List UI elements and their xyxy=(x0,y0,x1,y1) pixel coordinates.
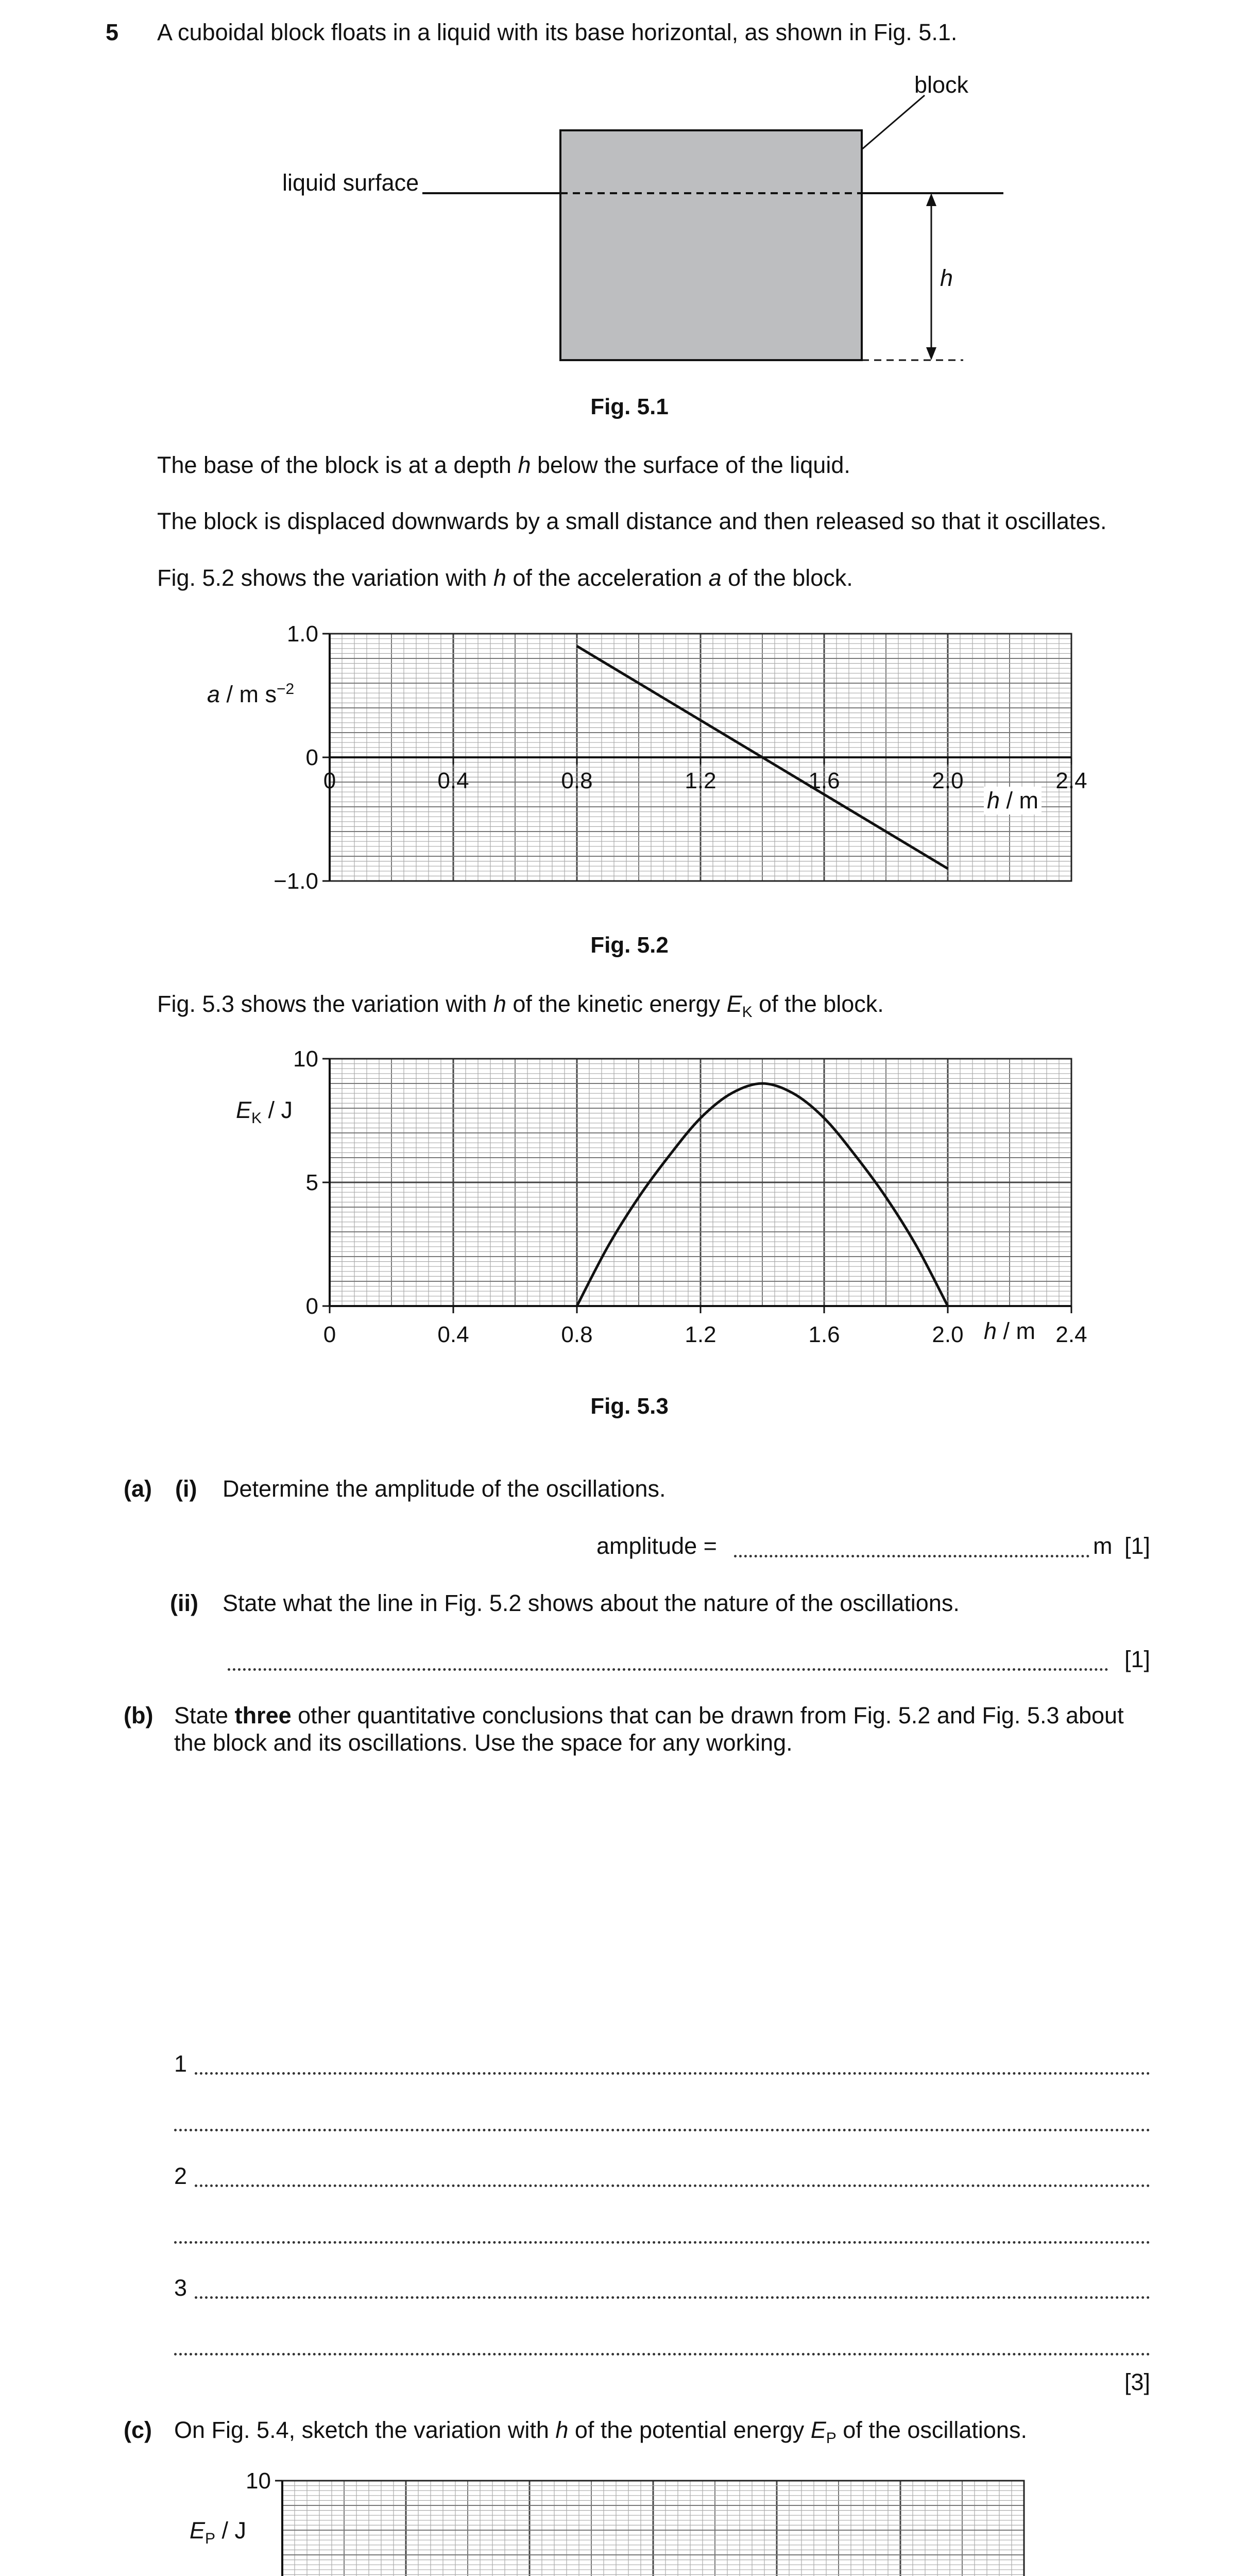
x-tick-label: 0 xyxy=(323,768,336,793)
x-tick-label: 1.2 xyxy=(685,1322,716,1347)
part-a-label: (a) xyxy=(124,1476,152,1502)
part-aii-label: (ii) xyxy=(170,1590,198,1616)
y-tick-label: 10 xyxy=(246,2468,271,2494)
paragraph-fig52: Fig. 5.2 shows the variation with h of the acceleration a of the block. xyxy=(157,565,853,591)
liquid-surface-label: liquid surface xyxy=(282,170,419,196)
y-tick-label: 1.0 xyxy=(286,621,318,647)
y-tick-label: 10 xyxy=(293,1046,318,1072)
block-label: block xyxy=(914,72,969,98)
y-tick-label: 0 xyxy=(305,745,318,770)
part-ai-text: Determine the amplitude of the oscillations. xyxy=(223,1476,666,1502)
fig54-ylabel: $E_P$ / J xyxy=(190,2517,247,2547)
fig-5-2-caption: Fig. 5.2 xyxy=(590,933,669,958)
part-b-text-line1: State three other quantitative conclusions that can be drawn from Fig. 5.2 and Fig. 5.3 about xyxy=(174,1702,1124,1728)
b-item-3-number: 3 xyxy=(174,2275,187,2301)
y-tick-label: 5 xyxy=(305,1170,318,1195)
fig-5-1-caption: Fig. 5.1 xyxy=(590,394,669,419)
x-tick-label: 0 xyxy=(323,1322,336,1347)
part-b-text-line2: the block and its oscillations. Use the space for any working. xyxy=(174,1730,793,1756)
x-tick-label: 0.4 xyxy=(437,1322,469,1347)
x-tick-label: 0.8 xyxy=(561,1322,593,1347)
x-tick-label: 1.6 xyxy=(808,768,840,793)
fig53-ylabel: $E_K$ / J xyxy=(236,1097,293,1127)
x-tick-label: 2.4 xyxy=(1055,768,1087,793)
x-tick-label: 0.4 xyxy=(437,768,469,793)
x-tick-label: 1.6 xyxy=(808,1322,840,1347)
paragraph-displaced: The block is displaced downwards by a small distance and then released so that it oscillates. xyxy=(157,508,1107,534)
part-b-label: (b) xyxy=(124,1702,153,1728)
part-c-label: (c) xyxy=(124,2417,152,2443)
question-intro: A cuboidal block floats in a liquid with its base horizontal, as shown in Fig. 5.1. xyxy=(157,19,958,45)
part-aii-text: State what the line in Fig. 5.2 shows about the nature of the oscillations. xyxy=(223,1590,960,1616)
paragraph-fig53: Fig. 5.3 shows the variation with h of the kinetic energy $E_K$ of the block. xyxy=(157,991,884,1021)
b-item-2-number: 2 xyxy=(174,2163,187,2189)
ai-marks: [1] xyxy=(1124,1533,1151,1559)
question-number: 5 xyxy=(106,19,119,45)
amplitude-label: amplitude = xyxy=(596,1533,717,1559)
paragraph-depth: The base of the block is at a depth h below the surface of the liquid. xyxy=(157,452,850,478)
b-marks: [3] xyxy=(1124,2369,1151,2395)
fig52-xlabel: h / m xyxy=(984,787,1042,815)
x-tick-label: 2.4 xyxy=(1055,1322,1087,1347)
b-item-1-number: 1 xyxy=(174,2050,187,2077)
part-ai-label: (i) xyxy=(175,1476,197,1502)
x-tick-label: 2.0 xyxy=(932,1322,964,1347)
amplitude-unit: m xyxy=(1093,1533,1113,1559)
h-label: h xyxy=(940,265,953,291)
fig52-ylabel: a / m $s^{-2}$ xyxy=(207,681,295,707)
fig53-xlabel: h / m xyxy=(984,1318,1036,1344)
x-tick-label: 0.8 xyxy=(561,768,593,793)
aii-marks: [1] xyxy=(1124,1646,1151,1672)
y-tick-label: −1.0 xyxy=(274,869,318,894)
part-c-text: On Fig. 5.4, sketch the variation with h of the potential energy $E_P$ of the oscillations. xyxy=(174,2417,1027,2447)
x-tick-label: 1.2 xyxy=(685,768,716,793)
x-tick-label: 2.0 xyxy=(932,768,964,793)
fig-5-3-caption: Fig. 5.3 xyxy=(590,1394,669,1419)
y-tick-label: 0 xyxy=(305,1294,318,1319)
